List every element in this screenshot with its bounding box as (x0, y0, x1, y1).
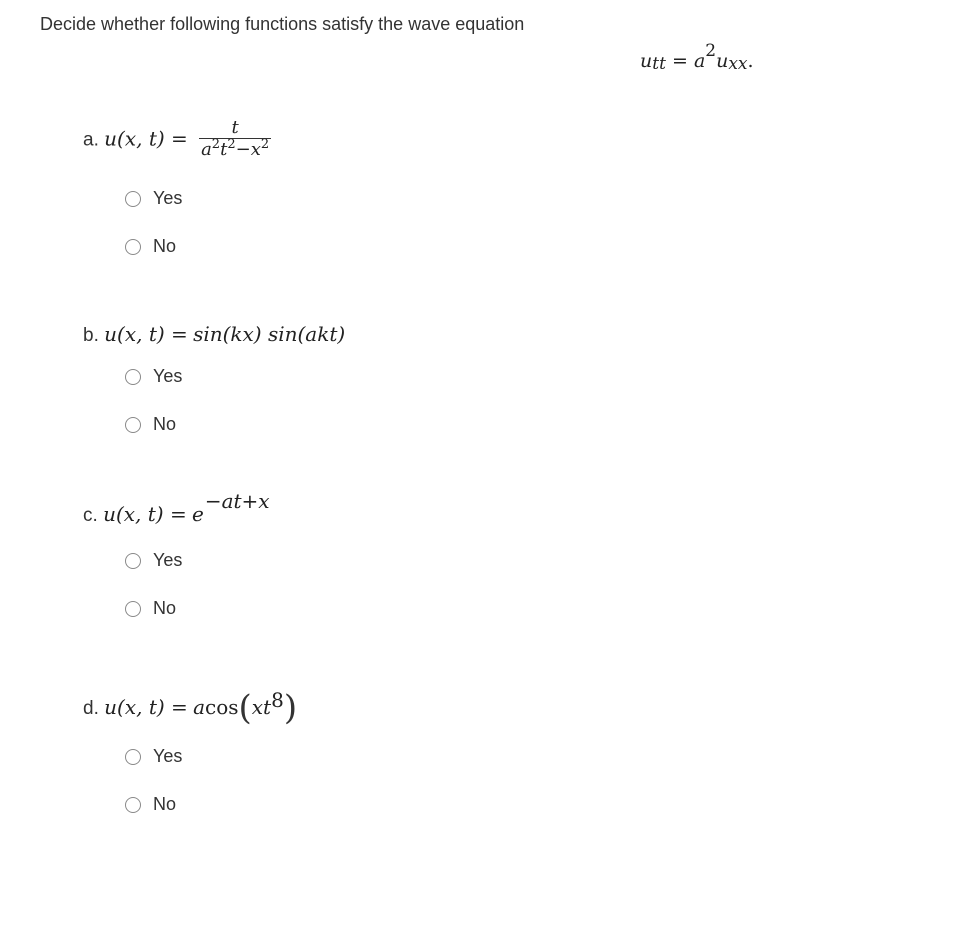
option-b-no[interactable]: No (125, 414, 176, 435)
radio-b-yes[interactable] (125, 369, 141, 385)
option-d-yes[interactable]: Yes (125, 746, 182, 767)
wave-equation: utt = a2uxx. (640, 41, 754, 74)
option-b-yes[interactable]: Yes (125, 366, 182, 387)
question-a-label: a. u(x, t) = $\frac{t}{a^2t^2-x^2}$ (83, 118, 271, 163)
question-b (83, 322, 346, 434)
option-c-no[interactable]: No (125, 598, 176, 619)
radio-a-no[interactable] (125, 239, 141, 255)
question-a (83, 117, 271, 256)
radio-d-yes[interactable] (125, 749, 141, 765)
radio-d-no[interactable] (125, 797, 141, 813)
question-c-label: c. u(x, t) = e−at+x (83, 489, 270, 526)
option-a-yes[interactable]: Yes (125, 188, 182, 209)
radio-b-no[interactable] (125, 417, 141, 433)
option-a-no[interactable]: No (125, 236, 176, 257)
radio-c-no[interactable] (125, 601, 141, 617)
option-d-no[interactable]: No (125, 794, 176, 815)
question-d (83, 688, 298, 814)
question-d-label: d. u(x, t) = acos(xt8) (83, 688, 298, 728)
fraction: $\frac{t}{a^2t^2-x^2}$ (199, 118, 271, 163)
option-c-yes[interactable]: Yes (125, 550, 182, 571)
instruction-text: Decide whether following functions satisfy the wave equation (40, 14, 525, 34)
radio-c-yes[interactable] (125, 553, 141, 569)
question-c (83, 489, 270, 618)
radio-a-yes[interactable] (125, 191, 141, 207)
question-b-label: b. u(x, t) = sin(kx) sin(akt) (83, 322, 346, 346)
